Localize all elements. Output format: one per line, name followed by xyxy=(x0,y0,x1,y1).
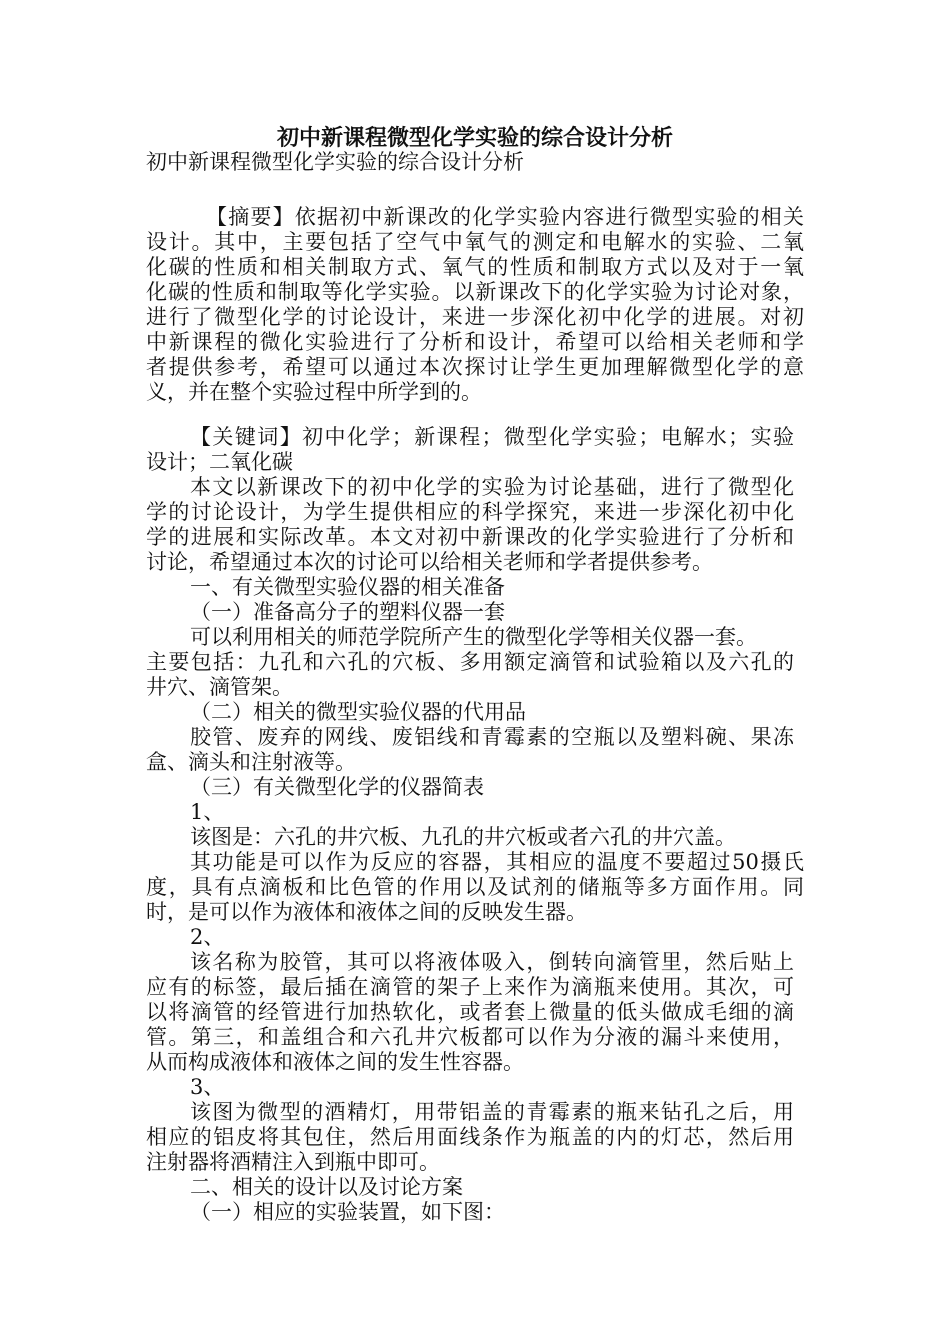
keywords-line: 【关键词】初中化学；新课程；微型化学实验；电解水；实验 xyxy=(190,425,794,449)
subsection-heading: （一）相应的实验装置，如下图： xyxy=(190,1200,505,1224)
abstract-line: 化碳的性质和相关制取方式、氧气的性质和制取方式以及对于一氧 xyxy=(146,255,804,279)
paragraph-line: 管。第三，和盖组合和六孔井穴板都可以作为分液的漏斗来使用， xyxy=(146,1025,794,1049)
paragraph-line: 其功能是可以作为反应的容器，其相应的温度不要超过50摄氏 xyxy=(190,850,804,874)
document-subtitle: 初中新课程微型化学实验的综合设计分析 xyxy=(146,150,524,174)
abstract-line: 义，并在整个实验过程中所学到的。 xyxy=(146,380,482,404)
item-number: 1、 xyxy=(190,800,225,824)
abstract-line: 【摘要】依据初中新课改的化学实验内容进行微型实验的相关 xyxy=(206,205,804,229)
paragraph-line: 应有的标签，最后插在滴管的架子上来作为滴瓶来使用。其次，可 xyxy=(146,975,794,999)
paragraph-line: 该图是：六孔的井穴板、九孔的井穴板或者六孔的井穴盖。 xyxy=(190,825,736,849)
paragraph-line: 胶管、废弃的网线、废铝线和青霉素的空瓶以及塑料碗、果冻 xyxy=(190,725,794,749)
paragraph-line: 时，是可以作为液体和液体之间的反映发生器。 xyxy=(146,900,587,924)
intro-line: 学的进展和实际改革。本文对初中新课改的化学实验进行了分析和 xyxy=(146,525,794,549)
intro-line: 本文以新课改下的初中化学的实验为讨论基础，进行了微型化 xyxy=(190,475,794,499)
section-heading: 一、有关微型实验仪器的相关准备 xyxy=(190,575,505,599)
paragraph-line: 该图为微型的酒精灯，用带铝盖的青霉素的瓶来钻孔之后，用 xyxy=(190,1100,794,1124)
intro-line: 学的讨论设计，为学生提供相应的科学探究，来进一步深化初中化 xyxy=(146,500,794,524)
keywords-line: 设计；二氧化碳 xyxy=(146,450,293,474)
subsection-heading: （二）相关的微型实验仪器的代用品 xyxy=(190,700,526,724)
paragraph-line: 度，具有点滴板和比色管的作用以及试剂的储瓶等多方面作用。同 xyxy=(146,875,804,899)
abstract-line: 化碳的性质和制取等化学实验。以新课改下的化学实验为讨论对象， xyxy=(146,280,804,304)
document-title: 初中新课程微型化学实验的综合设计分析 xyxy=(276,125,673,151)
paragraph-line: 可以利用相关的师范学院所产生的微型化学等相关仪器一套。 xyxy=(190,625,757,649)
subsection-heading: （三）有关微型化学的仪器简表 xyxy=(190,775,484,799)
abstract-line: 者提供参考，希望可以通过本次探讨让学生更加理解微型化学的意 xyxy=(146,355,804,379)
paragraph-line: 主要包括：九孔和六孔的穴板、多用额定滴管和试验箱以及六孔的 xyxy=(146,650,794,674)
item-number: 2、 xyxy=(190,925,225,949)
paragraph-line: 注射器将酒精注入到瓶中即可。 xyxy=(146,1150,440,1174)
intro-line: 讨论，希望通过本次的讨论可以给相关老师和学者提供参考。 xyxy=(146,550,713,574)
item-number: 3、 xyxy=(190,1075,225,1099)
abstract-line: 设计。其中，主要包括了空气中氧气的测定和电解水的实验、二氧 xyxy=(146,230,804,254)
paragraph-line: 从而构成液体和液体之间的发生性容器。 xyxy=(146,1050,524,1074)
subsection-heading: （一）准备高分子的塑料仪器一套 xyxy=(190,600,505,624)
section-heading: 二、相关的设计以及讨论方案 xyxy=(190,1175,463,1199)
paragraph-line: 相应的铝皮将其包住，然后用面线条作为瓶盖的内的灯芯，然后用 xyxy=(146,1125,794,1149)
abstract-line: 中新课程的微化实验进行了分析和设计，希望可以给相关老师和学 xyxy=(146,330,804,354)
paragraph-line: 盒、滴头和注射液等。 xyxy=(146,750,356,774)
paragraph-line: 井穴、滴管架。 xyxy=(146,675,293,699)
abstract-line: 进行了微型化学的讨论设计，来进一步深化初中化学的进展。对初 xyxy=(146,305,804,329)
paragraph-line: 该名称为胶管，其可以将液体吸入，倒转向滴管里，然后贴上 xyxy=(190,950,794,974)
paragraph-line: 以将滴管的经管进行加热软化，或者套上微量的低头做成毛细的滴 xyxy=(146,1000,794,1024)
